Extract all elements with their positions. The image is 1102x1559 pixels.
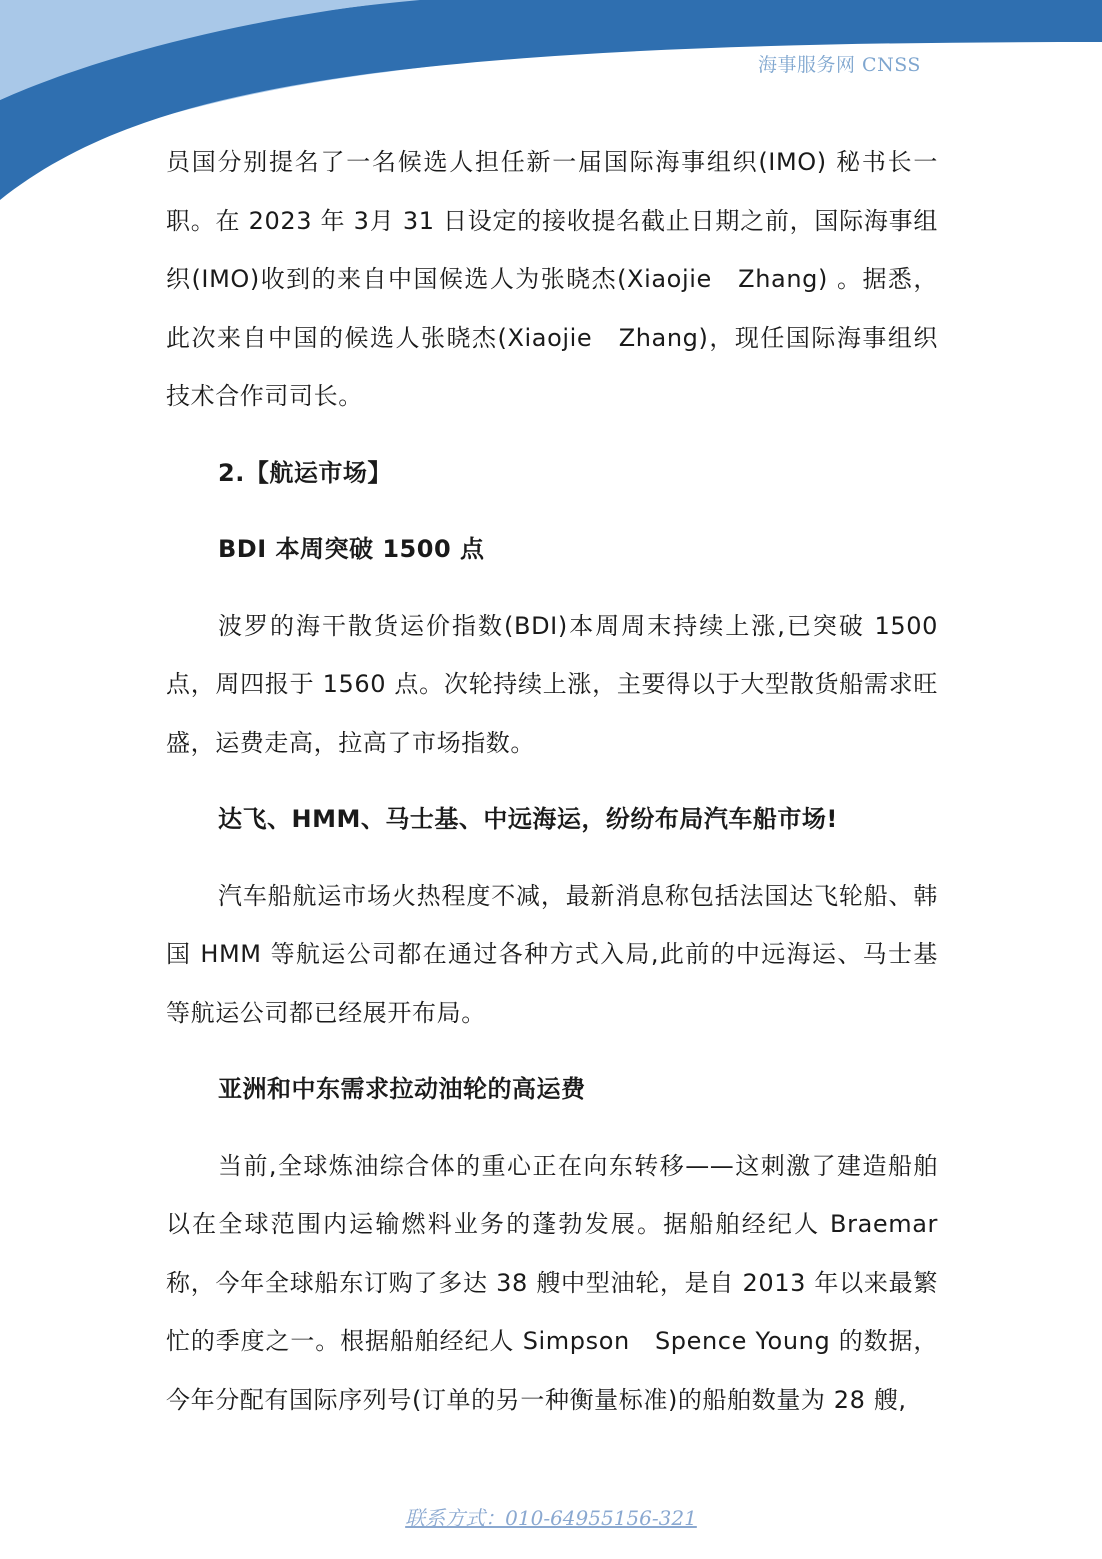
paragraph-bdi: 波罗的海干散货运价指数(BDI)本周周末持续上涨,已突破 1500 点，周四报于 1560 点。次轮持续上涨，主要得以于大型散货船需求旺盛，运费走高，拉高了市场指数。 [166, 611, 938, 757]
footer-contact: 联系方式：010-64955156-321 [405, 1506, 697, 1530]
section-heading-shipping-market: 2.【航运市场】 [218, 458, 392, 487]
paragraph-imo-candidate: 员国分别提名了一名候选人担任新一届国际海事组织(IMO) 秘书长一职。在 2023 年 3月 31 日设定的接收提名截止日期之前，国际海事组织(IMO)收到的来自中国候选人为张晓杰(Xiaojie Zhang) 。据悉，此次来自中国的候选人张晓杰(Xiaojie Zhang)，现任国际海事组织技术合作司司长。 [166, 148, 938, 410]
heading-car-carrier: 达飞、HMM、马士基、中远海运，纷纷布局汽车船市场! [218, 805, 838, 833]
heading-tanker-rates: 亚洲和中东需求拉动油轮的高运费 [218, 1075, 586, 1103]
paragraph-car-carrier: 汽车船航运市场火热程度不减，最新消息称包括法国达飞轮船、韩国 HMM 等航运公司都在通过各种方式入局,此前的中远海运、马士基等航运公司都已经展开布局。 [166, 881, 938, 1027]
paragraph-tanker-rates: 当前,全球炼油综合体的重心正在向东转移——这刺激了建造船舶以在全球范围内运输燃料业务的蓬勃发展。据船舶经纪人 Braemar 称，今年全球船东订购了多达 38 艘中型油轮，是自 2013 年以来最繁忙的季度之一。根据船舶经纪人 Simpson Spence Young 的数据，今年分配有国际序列号(订单的另一种衡量标准)的船舶数量为 28 艘, [166, 1151, 938, 1414]
site-name: 海事服务网 CNSS [758, 54, 921, 76]
document-body [166, 133, 938, 1429]
heading-bdi: BDI 本周突破 1500 点 [218, 535, 485, 563]
